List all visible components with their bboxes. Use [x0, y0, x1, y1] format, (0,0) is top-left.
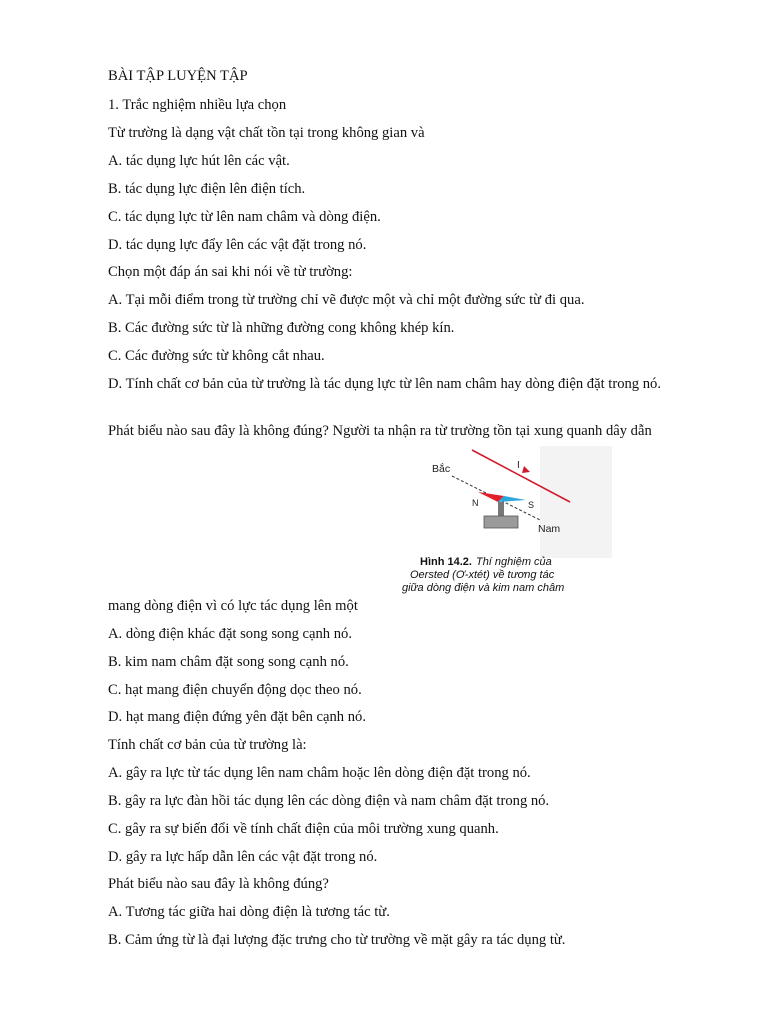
question-5-option-a: A. Tương tác giữa hai dòng điện là tương tác từ. — [108, 904, 390, 920]
needle-stand — [484, 516, 518, 528]
label-s: S — [528, 500, 535, 510]
question-4-option-d: D. gây ra lực hấp dẫn lên các vật đặt trong nó. — [108, 849, 378, 865]
question-5-option-b: B. Cảm ứng từ là đại lượng đặc trưng cho từ trường về mặt gây ra tác dụng từ. — [108, 932, 566, 948]
question-3-stem-part2: mang dòng điện vì có lực tác dụng lên một — [108, 598, 358, 614]
question-1-option-a: A. tác dụng lực hút lên các vật. — [108, 153, 290, 169]
question-4-stem: Tính chất cơ bản của từ trường là: — [108, 737, 307, 753]
question-1-option-b: B. tác dụng lực điện lên điện tích. — [108, 181, 306, 197]
figure-caption-line3: giữa dòng điện và kim nam châm — [402, 582, 565, 594]
figure-caption-line2: Oersted (Ơ-xtét) về tương tác — [410, 569, 555, 581]
oersted-figure — [380, 446, 612, 602]
question-2-stem: Chọn một đáp án sai khi nói về từ trường: — [108, 264, 353, 280]
needle-pivot — [498, 502, 504, 518]
question-2-option-b: B. Các đường sức từ là những đường cong không khép kín. — [108, 320, 455, 336]
question-4-option-a: A. gây ra lực từ tác dụng lên nam châm hoặc lên dòng điện đặt trong nó. — [108, 765, 531, 781]
section-heading: 1. Trắc nghiệm nhiều lựa chọn — [108, 97, 287, 113]
question-4-option-b: B. gây ra lực đàn hồi tác dụng lên các dòng điện và nam châm đặt trong nó. — [108, 793, 550, 809]
question-3-option-a: A. dòng điện khác đặt song song cạnh nó. — [108, 626, 352, 642]
question-3-option-d: D. hạt mang điện đứng yên đặt bên cạnh nó. — [108, 709, 366, 725]
question-1-stem: Từ trường là dạng vật chất tồn tại trong không gian và — [108, 125, 425, 141]
question-1-option-c: C. tác dụng lực từ lên nam châm và dòng điện. — [108, 209, 381, 225]
question-2-option-a: A. Tại mỗi điểm trong từ trường chỉ vẽ được một và chỉ một đường sức từ đi qua. — [108, 292, 585, 308]
label-south: Nam — [538, 523, 561, 535]
question-2-option-c: C. Các đường sức từ không cắt nhau. — [108, 348, 325, 364]
label-north: Bắc — [432, 463, 451, 475]
page-title: BÀI TẬP LUYỆN TẬP — [108, 68, 248, 84]
question-3-stem-part1: Phát biểu nào sau đây là không đúng? Người ta nhận ra từ trường tồn tại xung quanh dây dẫn — [108, 423, 652, 439]
question-3-option-c: C. hạt mang điện chuyển động dọc theo nó. — [108, 682, 362, 698]
question-2-option-d: D. Tính chất cơ bản của từ trường là tác dụng lực từ lên nam châm hay dòng điện đặt trong nó. — [108, 376, 661, 392]
question-3-option-b: B. kim nam châm đặt song song cạnh nó. — [108, 654, 349, 670]
label-n: N — [472, 498, 479, 508]
question-5-stem: Phát biểu nào sau đây là không đúng? — [108, 876, 329, 892]
figure-shade — [540, 446, 612, 558]
question-4-option-c: C. gây ra sự biến đổi về tính chất điện của môi trường xung quanh. — [108, 821, 499, 837]
question-1-option-d: D. tác dụng lực đẩy lên các vật đặt trong nó. — [108, 237, 367, 253]
figure-caption-line1: Hình 14.2. Thí nghiệm của — [420, 556, 552, 568]
label-current: I — [517, 460, 520, 471]
